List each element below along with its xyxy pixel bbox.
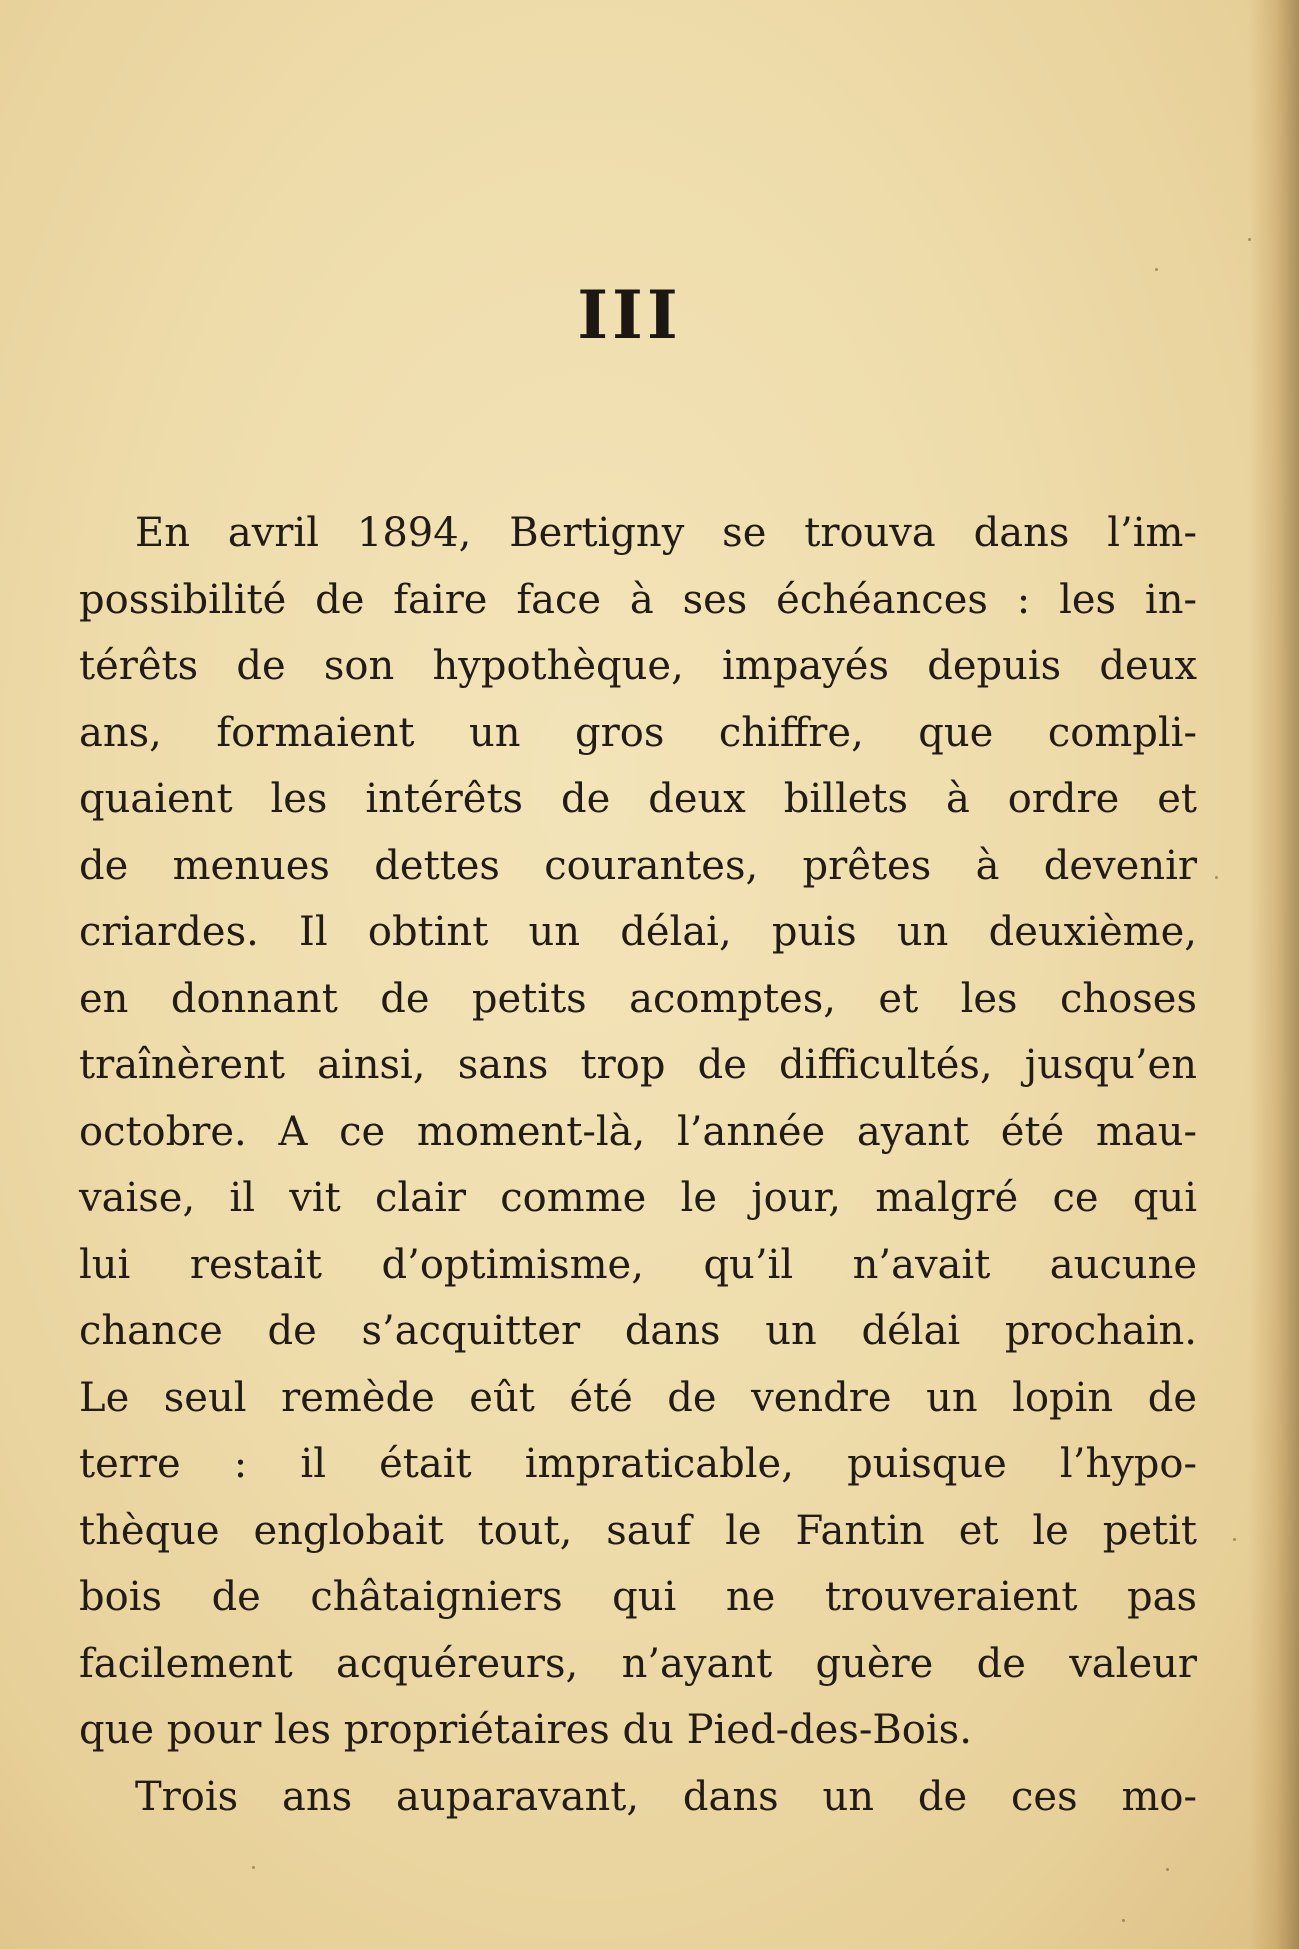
paper-speck [1166, 1868, 1169, 1871]
text-line: lui restait d’optimisme, qu’il n’avait aucune [79, 1241, 1197, 1288]
paper-speck [1248, 238, 1251, 241]
text-line: que pour les propriétaires du Pied-des-Bois. [79, 1707, 972, 1753]
text-line: criardes. Il obtint un délai, puis un deuxième, [79, 909, 1197, 955]
paper-speck [1155, 268, 1158, 271]
chapter-heading: III [577, 276, 682, 355]
text-line: Le seul remède eût été de vendre un lopin de [79, 1374, 1197, 1421]
text-line: Trois ans auparavant, dans un de ces mo- [135, 1773, 1197, 1820]
text-line: octobre. A ce moment-là, l’année ayant été mau- [79, 1108, 1197, 1155]
text-line: bois de châtaigniers qui ne trouveraient pas [79, 1574, 1197, 1620]
text-line: facilement acquéreurs, n’ayant guère de valeur [79, 1640, 1197, 1687]
text-line: En avril 1894, Bertigny se trouva dans l’im- [135, 510, 1197, 556]
text-line: térêts de son hypothèque, impayés depuis deux [79, 643, 1197, 689]
paper-speck [1122, 1919, 1125, 1922]
text-line: ans, formaient un gros chiffre, que compli- [79, 709, 1197, 756]
text-line: thèque englobait tout, sauf le Fantin et le petit [79, 1507, 1197, 1554]
chapter-body-text [79, 500, 1197, 1830]
text-line: quaient les intérêts de deux billets à ordre et [79, 776, 1197, 822]
paper-speck [1233, 1538, 1236, 1541]
text-line: traînèrent ainsi, sans trop de difficultés, jusqu’en [79, 1042, 1197, 1088]
text-line: en donnant de petits acomptes, et les choses [79, 975, 1197, 1022]
text-line: terre : il était impraticable, puisque l’hypo- [79, 1441, 1197, 1487]
text-line: vaise, il vit clair comme le jour, malgré ce qui [79, 1175, 1197, 1221]
text-line: de menues dettes courantes, prêtes à devenir [79, 842, 1197, 889]
text-line: chance de s’acquitter dans un délai prochain. [79, 1308, 1197, 1354]
text-line: possibilité de faire face à ses échéances : les in- [79, 576, 1197, 623]
paper-speck [1215, 876, 1218, 879]
paper-speck [252, 1866, 255, 1869]
